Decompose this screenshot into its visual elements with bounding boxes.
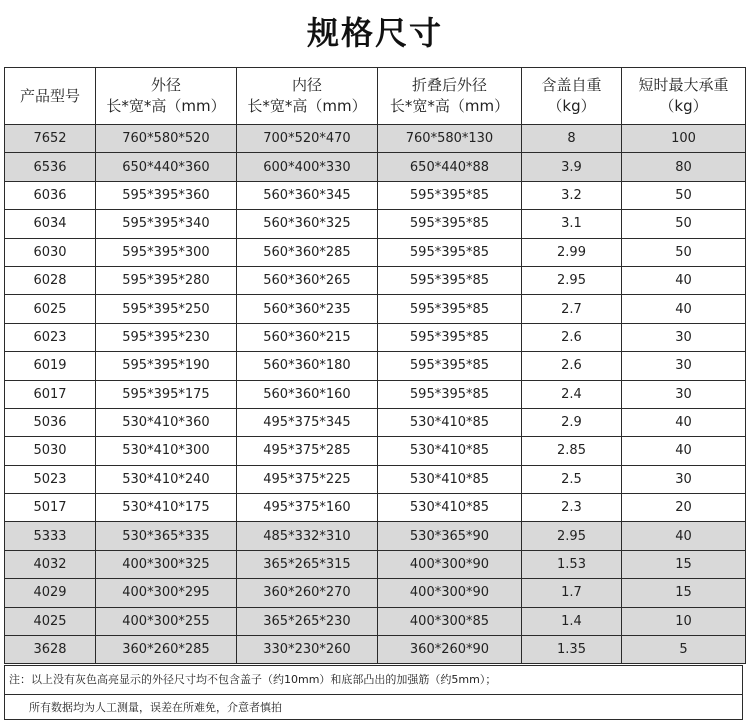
weight-cell: 1.4 bbox=[522, 607, 622, 635]
header-label: （kg） bbox=[659, 97, 708, 115]
weight-cell: 2.95 bbox=[522, 266, 622, 294]
header-label: 短时最大承重 bbox=[638, 76, 729, 94]
table-row bbox=[5, 210, 746, 238]
model-cell: 6017 bbox=[5, 380, 96, 408]
folded-size-cell: 530*365*90 bbox=[378, 522, 522, 550]
folded-size-cell: 400*300*85 bbox=[378, 607, 522, 635]
header-label: 长*宽*高（mm） bbox=[389, 97, 510, 115]
max-load-cell: 15 bbox=[622, 550, 746, 578]
inner-size-cell: 365*265*230 bbox=[237, 607, 378, 635]
outer-size-cell: 360*260*285 bbox=[96, 636, 237, 664]
table-row bbox=[5, 494, 746, 522]
folded-size-cell: 400*300*90 bbox=[378, 550, 522, 578]
max-load-cell: 50 bbox=[622, 181, 746, 209]
weight-cell: 1.35 bbox=[522, 636, 622, 664]
inner-size-cell: 365*265*315 bbox=[237, 550, 378, 578]
inner-size-cell: 560*360*285 bbox=[237, 238, 378, 266]
folded-size-cell: 595*395*85 bbox=[378, 352, 522, 380]
folded-size-cell: 595*395*85 bbox=[378, 210, 522, 238]
max-load-cell: 5 bbox=[622, 636, 746, 664]
max-load-cell: 30 bbox=[622, 352, 746, 380]
inner-size-cell: 700*520*470 bbox=[237, 125, 378, 153]
model-cell: 4025 bbox=[5, 607, 96, 635]
model-cell: 6030 bbox=[5, 238, 96, 266]
folded-size-cell: 595*395*85 bbox=[378, 323, 522, 351]
max-load-cell: 15 bbox=[622, 579, 746, 607]
table-row bbox=[5, 607, 746, 635]
header-label: 含盖自重 bbox=[541, 76, 602, 94]
weight-cell: 2.4 bbox=[522, 380, 622, 408]
outer-size-cell: 530*365*335 bbox=[96, 522, 237, 550]
inner-size-cell: 560*360*215 bbox=[237, 323, 378, 351]
folded-size-cell: 595*395*85 bbox=[378, 295, 522, 323]
model-cell: 5023 bbox=[5, 465, 96, 493]
outer-size-cell: 530*410*240 bbox=[96, 465, 237, 493]
model-cell: 7652 bbox=[5, 125, 96, 153]
table-row bbox=[5, 181, 746, 209]
max-load-cell: 80 bbox=[622, 153, 746, 181]
table-row bbox=[5, 125, 746, 153]
outer-size-cell: 595*395*340 bbox=[96, 210, 237, 238]
model-cell: 6034 bbox=[5, 210, 96, 238]
folded-size-cell: 650*440*88 bbox=[378, 153, 522, 181]
weight-cell: 2.5 bbox=[522, 465, 622, 493]
weight-cell: 2.3 bbox=[522, 494, 622, 522]
model-cell: 4032 bbox=[5, 550, 96, 578]
table-body bbox=[5, 125, 746, 664]
weight-cell: 1.53 bbox=[522, 550, 622, 578]
folded-size-cell: 760*580*130 bbox=[378, 125, 522, 153]
max-load-cell: 40 bbox=[622, 408, 746, 436]
spec-table bbox=[4, 67, 746, 664]
folded-size-cell: 595*395*85 bbox=[378, 380, 522, 408]
header-cell bbox=[5, 68, 96, 125]
weight-cell: 2.99 bbox=[522, 238, 622, 266]
table-row bbox=[5, 579, 746, 607]
header-label: 折叠后外径 bbox=[411, 76, 487, 94]
header-cell bbox=[96, 68, 237, 125]
table-row bbox=[5, 380, 746, 408]
inner-size-cell: 495*375*160 bbox=[237, 494, 378, 522]
table-row bbox=[5, 323, 746, 351]
model-cell: 6036 bbox=[5, 181, 96, 209]
table-row bbox=[5, 295, 746, 323]
model-cell: 6019 bbox=[5, 352, 96, 380]
max-load-cell: 50 bbox=[622, 210, 746, 238]
inner-size-cell: 560*360*325 bbox=[237, 210, 378, 238]
folded-size-cell: 530*410*85 bbox=[378, 408, 522, 436]
max-load-cell: 50 bbox=[622, 238, 746, 266]
max-load-cell: 10 bbox=[622, 607, 746, 635]
model-cell: 3628 bbox=[5, 636, 96, 664]
outer-size-cell: 595*395*250 bbox=[96, 295, 237, 323]
max-load-cell: 40 bbox=[622, 437, 746, 465]
header-label: （kg） bbox=[547, 97, 596, 115]
model-cell: 5333 bbox=[5, 522, 96, 550]
inner-size-cell: 560*360*235 bbox=[237, 295, 378, 323]
folded-size-cell: 595*395*85 bbox=[378, 266, 522, 294]
header-cell bbox=[378, 68, 522, 125]
weight-cell: 3.9 bbox=[522, 153, 622, 181]
outer-size-cell: 400*300*325 bbox=[96, 550, 237, 578]
table-row bbox=[5, 522, 746, 550]
folded-size-cell: 595*395*85 bbox=[378, 181, 522, 209]
weight-cell: 2.6 bbox=[522, 352, 622, 380]
model-cell: 6536 bbox=[5, 153, 96, 181]
inner-size-cell: 495*375*285 bbox=[237, 437, 378, 465]
header-label: 外径 bbox=[150, 76, 181, 94]
header-label: 内径 bbox=[291, 76, 322, 94]
table-row bbox=[5, 238, 746, 266]
weight-cell: 2.9 bbox=[522, 408, 622, 436]
table-row bbox=[5, 266, 746, 294]
weight-cell: 3.2 bbox=[522, 181, 622, 209]
inner-size-cell: 560*360*180 bbox=[237, 352, 378, 380]
header-cell bbox=[522, 68, 622, 125]
model-cell: 5030 bbox=[5, 437, 96, 465]
folded-size-cell: 530*410*85 bbox=[378, 437, 522, 465]
weight-cell: 3.1 bbox=[522, 210, 622, 238]
outer-size-cell: 595*395*360 bbox=[96, 181, 237, 209]
table-row bbox=[5, 465, 746, 493]
folded-size-cell: 595*395*85 bbox=[378, 238, 522, 266]
table-row bbox=[5, 636, 746, 664]
model-cell: 6023 bbox=[5, 323, 96, 351]
inner-size-cell: 485*332*310 bbox=[237, 522, 378, 550]
max-load-cell: 20 bbox=[622, 494, 746, 522]
outer-size-cell: 595*395*175 bbox=[96, 380, 237, 408]
outer-size-cell: 530*410*300 bbox=[96, 437, 237, 465]
outer-size-cell: 760*580*520 bbox=[96, 125, 237, 153]
model-cell: 6025 bbox=[5, 295, 96, 323]
weight-cell: 2.7 bbox=[522, 295, 622, 323]
header-cell bbox=[237, 68, 378, 125]
outer-size-cell: 650*440*360 bbox=[96, 153, 237, 181]
outer-size-cell: 595*395*300 bbox=[96, 238, 237, 266]
inner-size-cell: 330*230*260 bbox=[237, 636, 378, 664]
max-load-cell: 40 bbox=[622, 522, 746, 550]
page-title: 规格尺寸 bbox=[306, 14, 443, 52]
note-line-2: 所有数据均为人工测量，误差在所难免，介意者慎拍 bbox=[4, 694, 743, 720]
table-row bbox=[5, 153, 746, 181]
table-row bbox=[5, 352, 746, 380]
model-cell: 4029 bbox=[5, 579, 96, 607]
weight-cell: 2.6 bbox=[522, 323, 622, 351]
max-load-cell: 30 bbox=[622, 380, 746, 408]
note-line-1: 注：以上没有灰色高亮显示的外径尺寸均不包含盖子（约10mm）和底部凸出的加强筋（约5mm）； bbox=[4, 665, 743, 694]
inner-size-cell: 560*360*345 bbox=[237, 181, 378, 209]
outer-size-cell: 530*410*175 bbox=[96, 494, 237, 522]
max-load-cell: 40 bbox=[622, 295, 746, 323]
weight-cell: 8 bbox=[522, 125, 622, 153]
inner-size-cell: 560*360*265 bbox=[237, 266, 378, 294]
model-cell: 6028 bbox=[5, 266, 96, 294]
max-load-cell: 30 bbox=[622, 465, 746, 493]
header-cell bbox=[622, 68, 746, 125]
outer-size-cell: 595*395*230 bbox=[96, 323, 237, 351]
header-label: 长*宽*高（mm） bbox=[247, 97, 367, 115]
outer-size-cell: 595*395*280 bbox=[96, 266, 237, 294]
weight-cell: 2.85 bbox=[522, 437, 622, 465]
inner-size-cell: 600*400*330 bbox=[237, 153, 378, 181]
outer-size-cell: 595*395*190 bbox=[96, 352, 237, 380]
folded-size-cell: 360*260*90 bbox=[378, 636, 522, 664]
model-cell: 5036 bbox=[5, 408, 96, 436]
inner-size-cell: 495*375*345 bbox=[237, 408, 378, 436]
outer-size-cell: 530*410*360 bbox=[96, 408, 237, 436]
outer-size-cell: 400*300*255 bbox=[96, 607, 237, 635]
header-row bbox=[5, 68, 746, 125]
model-cell: 5017 bbox=[5, 494, 96, 522]
inner-size-cell: 360*260*270 bbox=[237, 579, 378, 607]
inner-size-cell: 560*360*160 bbox=[237, 380, 378, 408]
weight-cell: 1.7 bbox=[522, 579, 622, 607]
header-label: 产品型号 bbox=[19, 86, 80, 105]
table-row bbox=[5, 437, 746, 465]
weight-cell: 2.95 bbox=[522, 522, 622, 550]
max-load-cell: 30 bbox=[622, 323, 746, 351]
header-label: 长*宽*高（mm） bbox=[106, 97, 226, 115]
folded-size-cell: 530*410*85 bbox=[378, 494, 522, 522]
table-row bbox=[5, 550, 746, 578]
table-row bbox=[5, 408, 746, 436]
inner-size-cell: 495*375*225 bbox=[237, 465, 378, 493]
folded-size-cell: 400*300*90 bbox=[378, 579, 522, 607]
max-load-cell: 100 bbox=[622, 125, 746, 153]
outer-size-cell: 400*300*295 bbox=[96, 579, 237, 607]
max-load-cell: 40 bbox=[622, 266, 746, 294]
folded-size-cell: 530*410*85 bbox=[378, 465, 522, 493]
